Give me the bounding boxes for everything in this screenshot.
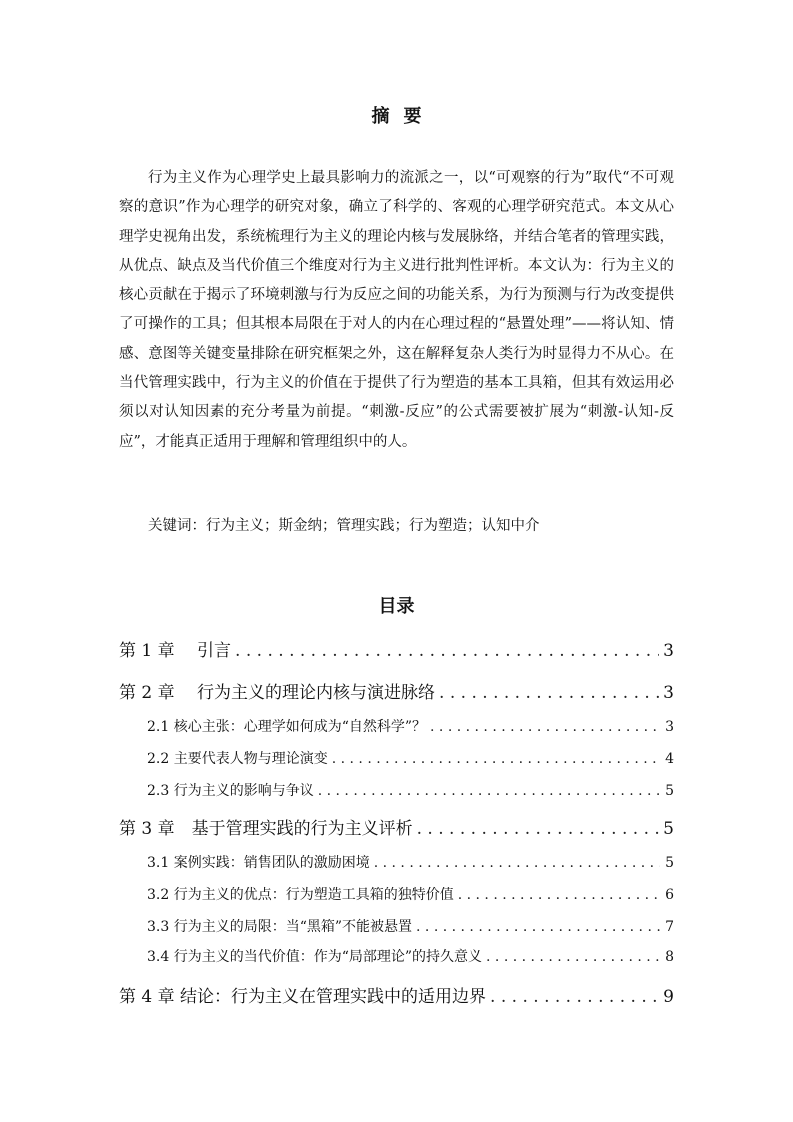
toc-entry-label: 3.4 行为主义的当代价值：作为“局部理论”的持久意义 [147,949,483,965]
toc-entry-chapter-1[interactable] [119,636,674,661]
toc-entry-section-2-3[interactable] [147,780,674,800]
toc-entry-page: 3 [663,641,674,661]
toc-entry-label: 3.2 行为主义的优点：行为塑造工具箱的独特价值 [147,887,454,903]
toc-entry-page: 4 [665,751,674,767]
toc-entry-section-2-2[interactable] [147,748,674,768]
toc-entry-label: 第 3 章 基于管理实践的行为主义评析 [119,819,413,839]
toc-entry-label: 第 1 章 引言 [119,641,232,661]
toc-entry-section-3-2[interactable] [147,884,674,904]
toc-leader-dots [458,887,660,903]
toc-entry-section-3-3[interactable] [147,916,674,936]
abstract-title: 摘要 [371,106,436,127]
toc-entry-page: 5 [665,783,674,799]
toc-entry-section-2-1[interactable] [147,716,674,736]
toc-leader-dots [439,683,659,703]
toc-entry-page: 7 [665,919,674,935]
abstract-paragraph: 行为主义作为心理学史上最具影响力的流派之一，以“可观察的行为”取代“不可观察的意识”作为心理学的研究对象，确立了科学的、客观的心理学研究范式。本文从心理学史视角出发，系统梳理行为主义的理论内核与发展脉络，并结合笔者的管理实践，从优点、缺点及当代价值三个维度对行为主义进行批判性评析。本文认为：行为主义的核心贡献在于揭示了环境刺激与行为反应之间的功能关系，为行为预测与行为改变提供了可操作的工具；但其根本局限在于对人的内在心理过程的“悬置处理”——将认知、情感、意图等关键变量排除在研究框架之外，这在解释复杂人类行为时显得力不从心。在当代管理实践中，行为主义的价值在于提供了行为塑造的基本工具箱，但其有效运用必须以对认知因素的充分考量为前提。“刺激-反应”的公式需要被扩展为“刺激-认知-反应”，才能真正适用于理解和管理组织中的人。 [119,170,674,450]
toc-leader-dots [490,987,659,1007]
toc-entry-page: 3 [665,719,674,735]
toc-entry-section-3-4[interactable] [147,946,674,966]
toc-leader-dots [374,855,660,871]
toc-entry-label: 第 2 章 行为主义的理论内核与演进脉络 [119,683,436,703]
toc-leader-dots [486,949,660,965]
toc-entry-label: 2.2 主要代表人物与理论演变 [147,751,328,767]
toc-leader-dots [416,919,660,935]
toc-entry-page: 6 [665,887,674,903]
toc-leader-dots [417,819,660,839]
toc-entry-page: 8 [665,949,674,965]
keywords: 关键词：行为主义；斯金纳；管理实践；行为塑造；认知中介 [148,518,540,534]
toc-entry-label: 3.1 案例实践：销售团队的激励困境 [147,855,370,871]
toc-leader-dots [430,719,660,735]
toc-entry-section-3-1[interactable] [147,852,674,872]
toc-entry-chapter-4[interactable] [119,982,674,1007]
toc-entry-label: 第 4 章 结论：行为主义在管理实践中的适用边界 [119,987,487,1007]
toc-entry-page: 9 [663,987,674,1007]
toc-leader-dots [318,783,660,799]
toc-entry-chapter-3[interactable] [119,814,674,839]
toc-entry-page: 5 [663,819,674,839]
toc-leader-dots [332,751,660,767]
toc-title: 目录 [378,596,415,617]
toc-entry-label: 2.3 行为主义的影响与争议 [147,783,314,799]
toc-entry-label: 2.1 核心主张：心理学如何成为“自然科学”？ [147,719,427,735]
toc-entry-label: 3.3 行为主义的局限：当“黑箱”不能被悬置 [147,919,413,935]
toc-entry-page: 5 [665,855,674,871]
toc-entry-page: 3 [663,683,674,703]
toc-entry-chapter-2[interactable] [119,678,674,703]
toc-leader-dots [235,641,659,661]
